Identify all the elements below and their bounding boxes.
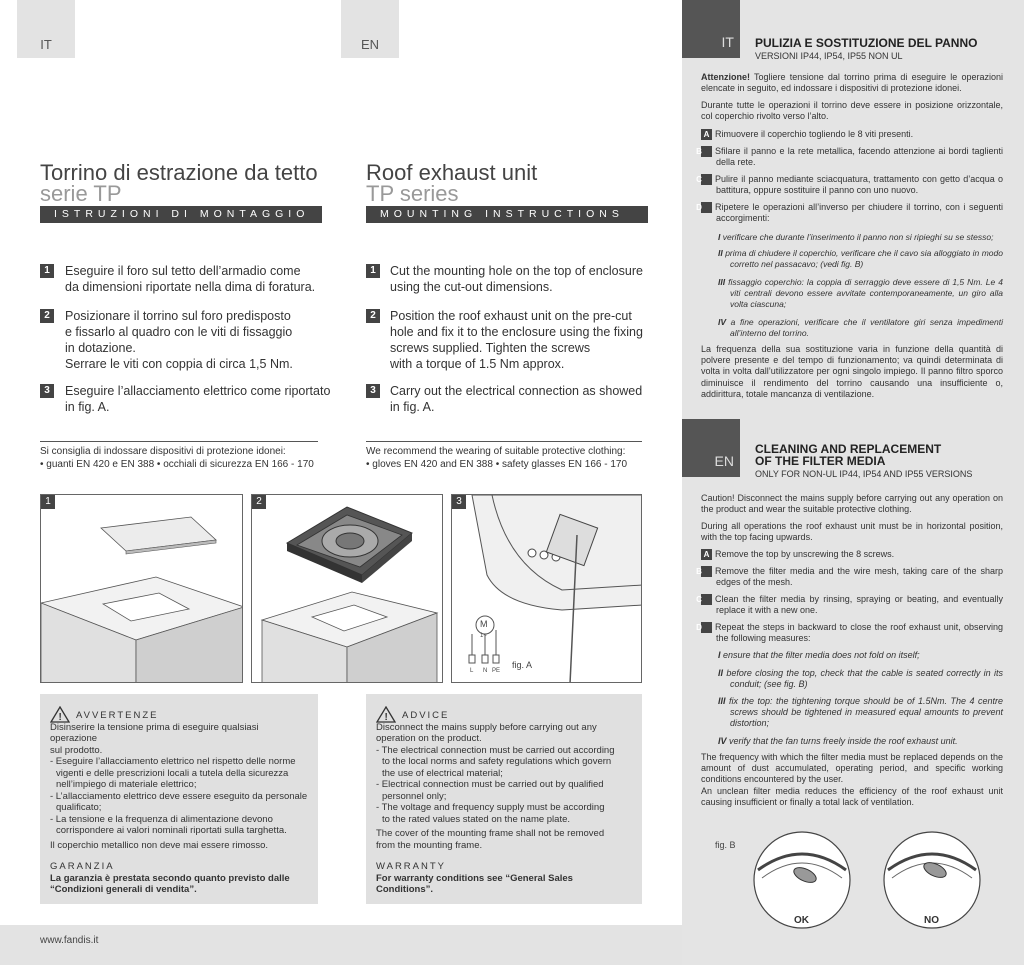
step-b: B Remove the filter media and the wire mesh, taking care of the sharp edges of the mesh. — [696, 566, 1003, 588]
terminal-label: N — [483, 668, 488, 674]
warning-line: corrispondere ai valori nominali riportati sulla targhetta. — [56, 825, 287, 836]
step-text: Position the roof exhaust unit on the pre-cut hole and fix it to the enclosure using the fixing screws supplied. Tighten the screws with a torque of 1.5 Nm approx. — [390, 309, 643, 371]
motor-symbol: M — [480, 619, 488, 629]
figure-caption: fig. A — [512, 660, 533, 670]
terminal-label: L — [470, 668, 474, 674]
paragraph: La frequenza della sua sostituzione varia in funzione della quantità di polvere presente e del tempo di funzionamento; va quindi determinata di volta in volta dall’utilizzatore per ogni singolo impiego. Il panno filtro sporco diminuisce il rendimento del torrino causando una insufficiente o, addirittura, totale mancanza di ventilazione. — [701, 344, 1003, 399]
figure-caption: fig. B — [715, 840, 736, 850]
step-c: C Pulire il panno mediante sciacquatura, trattamento con getto d’acqua o battitura, oppure sostituire il panno con uno nuovo. — [696, 174, 1003, 196]
page-title: Roof exhaust unit — [366, 160, 538, 185]
section-heading: CLEANING AND REPLACEMENT OF THE FILTER MEDIA ONLY FOR NON-UL IP44, IP54 AND IP55 VERSIONS — [755, 442, 973, 479]
warning-line: to the rated values stated on the name plate. — [382, 813, 571, 825]
svg-text:!: ! — [384, 712, 388, 723]
warning-heading: AVVERTENZE — [76, 710, 159, 721]
lang-tab-it — [682, 0, 740, 58]
figure-b-illustration — [750, 830, 1010, 930]
section-subheading: ONLY FOR NON-UL IP44, IP54 AND IP55 VERSIONS — [755, 469, 973, 479]
paragraph: During all operations the roof exhaust unit must be in horizontal position, with the top facing upwards. — [701, 521, 1003, 543]
page-subtitle: serie TP — [40, 181, 122, 206]
warning-line: the use of electrical material; — [382, 767, 503, 779]
protection-note: We recommend the wearing of suitable protective clothing: • gloves EN 420 and EN 388 • safety glasses EN 166 - 170 — [366, 441, 642, 471]
lang-tab-en — [682, 419, 740, 477]
warranty-text: La garanzia è prestata secondo quanto previsto dalle — [50, 872, 290, 884]
footer — [0, 925, 682, 965]
step-a: A Rimuovere il coperchio togliendo le 8 viti presenti. — [701, 129, 1003, 140]
warning-line: from the mounting frame. — [376, 839, 483, 851]
right-panel — [682, 0, 1024, 965]
warning-line: qualificato; — [56, 802, 102, 813]
page-title: Torrino di estrazione da tetto — [40, 160, 318, 185]
ok-label: OK — [794, 915, 809, 926]
electrical-connection-illustration — [452, 495, 642, 683]
section-heading: PULIZIA E SOSTITUZIONE DEL PANNO VERSIONI IP44, IP54, IP55 NON UL — [755, 36, 978, 61]
cabinet-cutout-illustration — [41, 495, 243, 683]
sub-step: IV a fine operazioni, verificare che il ventilatore giri senza impedimenti all’interno del torrino. — [718, 317, 1003, 339]
step-number: 3 — [40, 384, 54, 398]
warning-line: operation on the product. — [376, 733, 482, 744]
figure-1 — [40, 494, 243, 683]
protection-note: Si consiglia di indossare dispositivi di protezione idonei: • guanti EN 420 e EN 388 • occhiali di sicurezza EN 166 - 170 — [40, 441, 318, 471]
sub-step: I ensure that the filter media does not fold on itself; — [718, 650, 920, 660]
warning-icon — [50, 706, 70, 723]
step-number: 1 — [40, 264, 54, 278]
figure-number: 3 — [452, 495, 466, 509]
figure-number: 1 — [41, 495, 55, 509]
page-subtitle: TP series — [366, 181, 459, 206]
warning-line: Il coperchio metallico non deve mai essere rimosso. — [50, 839, 269, 851]
no-label: NO — [924, 915, 939, 926]
sub-step: II prima di chiudere il coperchio, verificare che il cavo sia alloggiato in modo corretto nel passacavo; (vedi fig. B) — [718, 248, 1003, 270]
step-c: C Clean the filter media by rinsing, spraying or beating, and eventually replace it with a new one. — [696, 594, 1003, 616]
warning-line: - Electrical connection must be carried out by qualified — [376, 779, 604, 790]
exhaust-unit-placement-illustration — [252, 495, 443, 683]
step-number: 1 — [366, 264, 380, 278]
warning-line: - The electrical connection must be carried out according — [376, 744, 615, 756]
tab-label: IT — [40, 37, 52, 52]
terminal-label: PE — [492, 668, 501, 674]
warranty-text: For warranty conditions see “General Sales Conditions”. — [376, 872, 573, 895]
section-subheading: VERSIONI IP44, IP54, IP55 NON UL — [755, 51, 903, 61]
sub-step: III fissaggio coperchio: la coppia di serraggio deve essere di 1,5 Nm. Le 4 viti centrali devono essere avvitate contemporaneamente, un giro alla volta ciascuna; — [718, 277, 1003, 310]
tab-label: EN — [360, 37, 380, 52]
warning-box-it — [40, 694, 318, 904]
step-number: 2 — [40, 309, 54, 323]
warning-line: to the local norms and safety regulations which govern — [382, 756, 612, 767]
tab-label: EN — [714, 453, 734, 469]
step-d: D Ripetere le operazioni all’inverso per chiudere il torrino, con i seguenti accorgimenti: — [696, 202, 1003, 224]
sub-step: IV verify that the fan turns freely inside the roof exhaust unit. — [718, 736, 958, 746]
lang-tab-it — [17, 0, 75, 58]
step-number: 3 — [366, 384, 380, 398]
warranty-heading: GARANZIA — [50, 861, 115, 872]
paragraph: The frequency with which the filter media must be replaced depends on the amount of dust accumulated, operating period, and specific working conditions encountered by the user. — [701, 752, 1003, 785]
warning-line: nell’impiego di materiale elettrico; — [56, 779, 197, 790]
warning-line: - Eseguire l’allacciamento elettrico nel rispetto delle norme — [50, 756, 296, 767]
warning-line: The cover of the mounting frame shall not be removed — [376, 828, 605, 839]
sub-step: III fix the top: the tightening torque should be of 1.5Nm. The 4 centre screws should be tightened in measured equal amounts to prevent distortion; — [718, 696, 1003, 729]
warning-heading: ADVICE — [402, 710, 450, 721]
it-heading — [40, 162, 318, 204]
warning-line: sul prodotto. — [50, 744, 103, 756]
paragraph: Caution! Disconnect the mains supply before carrying out any operation on the product and wear the suitable protective clothing. — [701, 493, 1003, 515]
warranty-text: “Condizioni generali di vendita”. — [50, 884, 197, 895]
en-heading — [366, 162, 537, 204]
warning-line: - The voltage and frequency supply must be according — [376, 802, 605, 813]
step-b: B Sfilare il panno e la rete metallica, facendo attenzione ai bordi taglienti della rete. — [696, 146, 1003, 168]
paragraph: Attenzione! Togliere tensione dal torrino prima di eseguire le operazioni elencate in seguito, ed indossare i dispositivi di protezione idonei. — [701, 72, 1003, 94]
warning-box-en — [366, 694, 642, 904]
warning-line: Disinserire la tensione prima di eseguire qualsiasi operazione — [50, 721, 259, 744]
website-link[interactable]: www.fandis.it — [40, 935, 99, 946]
paragraph: Durante tutte le operazioni il torrino deve essere in posizione orizzontale, col coperchio rivolto verso l’alto. — [701, 100, 1003, 122]
warning-icon — [376, 706, 396, 723]
step-text: Eseguire l’allacciamento elettrico come riportato in fig. A. — [65, 384, 331, 414]
sub-step: II before closing the top, check that the cable is seated correctly in its conduit; (see fig. B) — [718, 668, 1003, 690]
step-text: Cut the mounting hole on the top of enclosure using the cut-out dimensions. — [390, 264, 643, 294]
warning-line: vigenti e delle prescrizioni locali a tutela della sicurezza — [56, 767, 289, 779]
section-band: ISTRUZIONI DI MONTAGGIO — [40, 206, 322, 223]
step-d: D Repeat the steps in backward to close the roof exhaust unit, observing the following measures: — [696, 622, 1003, 644]
step-a: A Remove the top by unscrewing the 8 screws. — [701, 549, 1003, 560]
svg-text:!: ! — [58, 712, 62, 723]
figure-2 — [251, 494, 443, 683]
lang-tab-en — [341, 0, 399, 58]
warning-line: Disconnect the mains supply before carrying out any — [376, 721, 597, 733]
section-band: MOUNTING INSTRUCTIONS — [366, 206, 648, 223]
step-text: Posizionare il torrino sul foro predisposto e fissarlo al quadro con le viti di fissaggio in dotazione. Serrare le viti con coppia di circa 1,5 Nm. — [65, 309, 293, 371]
warning-line: - La tensione e la frequenza di alimentazione devono — [50, 813, 273, 825]
warning-line: - L’allacciamento elettrico deve essere eseguito da personale — [50, 790, 308, 802]
motor-phase: 1~ — [480, 633, 487, 639]
step-text: Eseguire il foro sul tetto dell’armadio come da dimensioni riportate nella dima di foratura. — [65, 264, 316, 294]
warning-line: personnel only; — [382, 790, 447, 802]
sub-step: I verificare che durante l’inserimento il panno non si ripieghi su se stesso; — [718, 232, 994, 242]
warranty-heading: WARRANTY — [376, 861, 447, 872]
tab-label: IT — [721, 34, 734, 50]
figure-3 — [451, 494, 642, 683]
paragraph: An unclean filter media reduces the efficiency of the roof exhaust unit causing insufficient or finally a total lack of ventilation. — [701, 786, 1003, 808]
figure-number: 2 — [252, 495, 266, 509]
step-text: Carry out the electrical connection as showed in fig. A. — [390, 384, 643, 414]
step-number: 2 — [366, 309, 380, 323]
